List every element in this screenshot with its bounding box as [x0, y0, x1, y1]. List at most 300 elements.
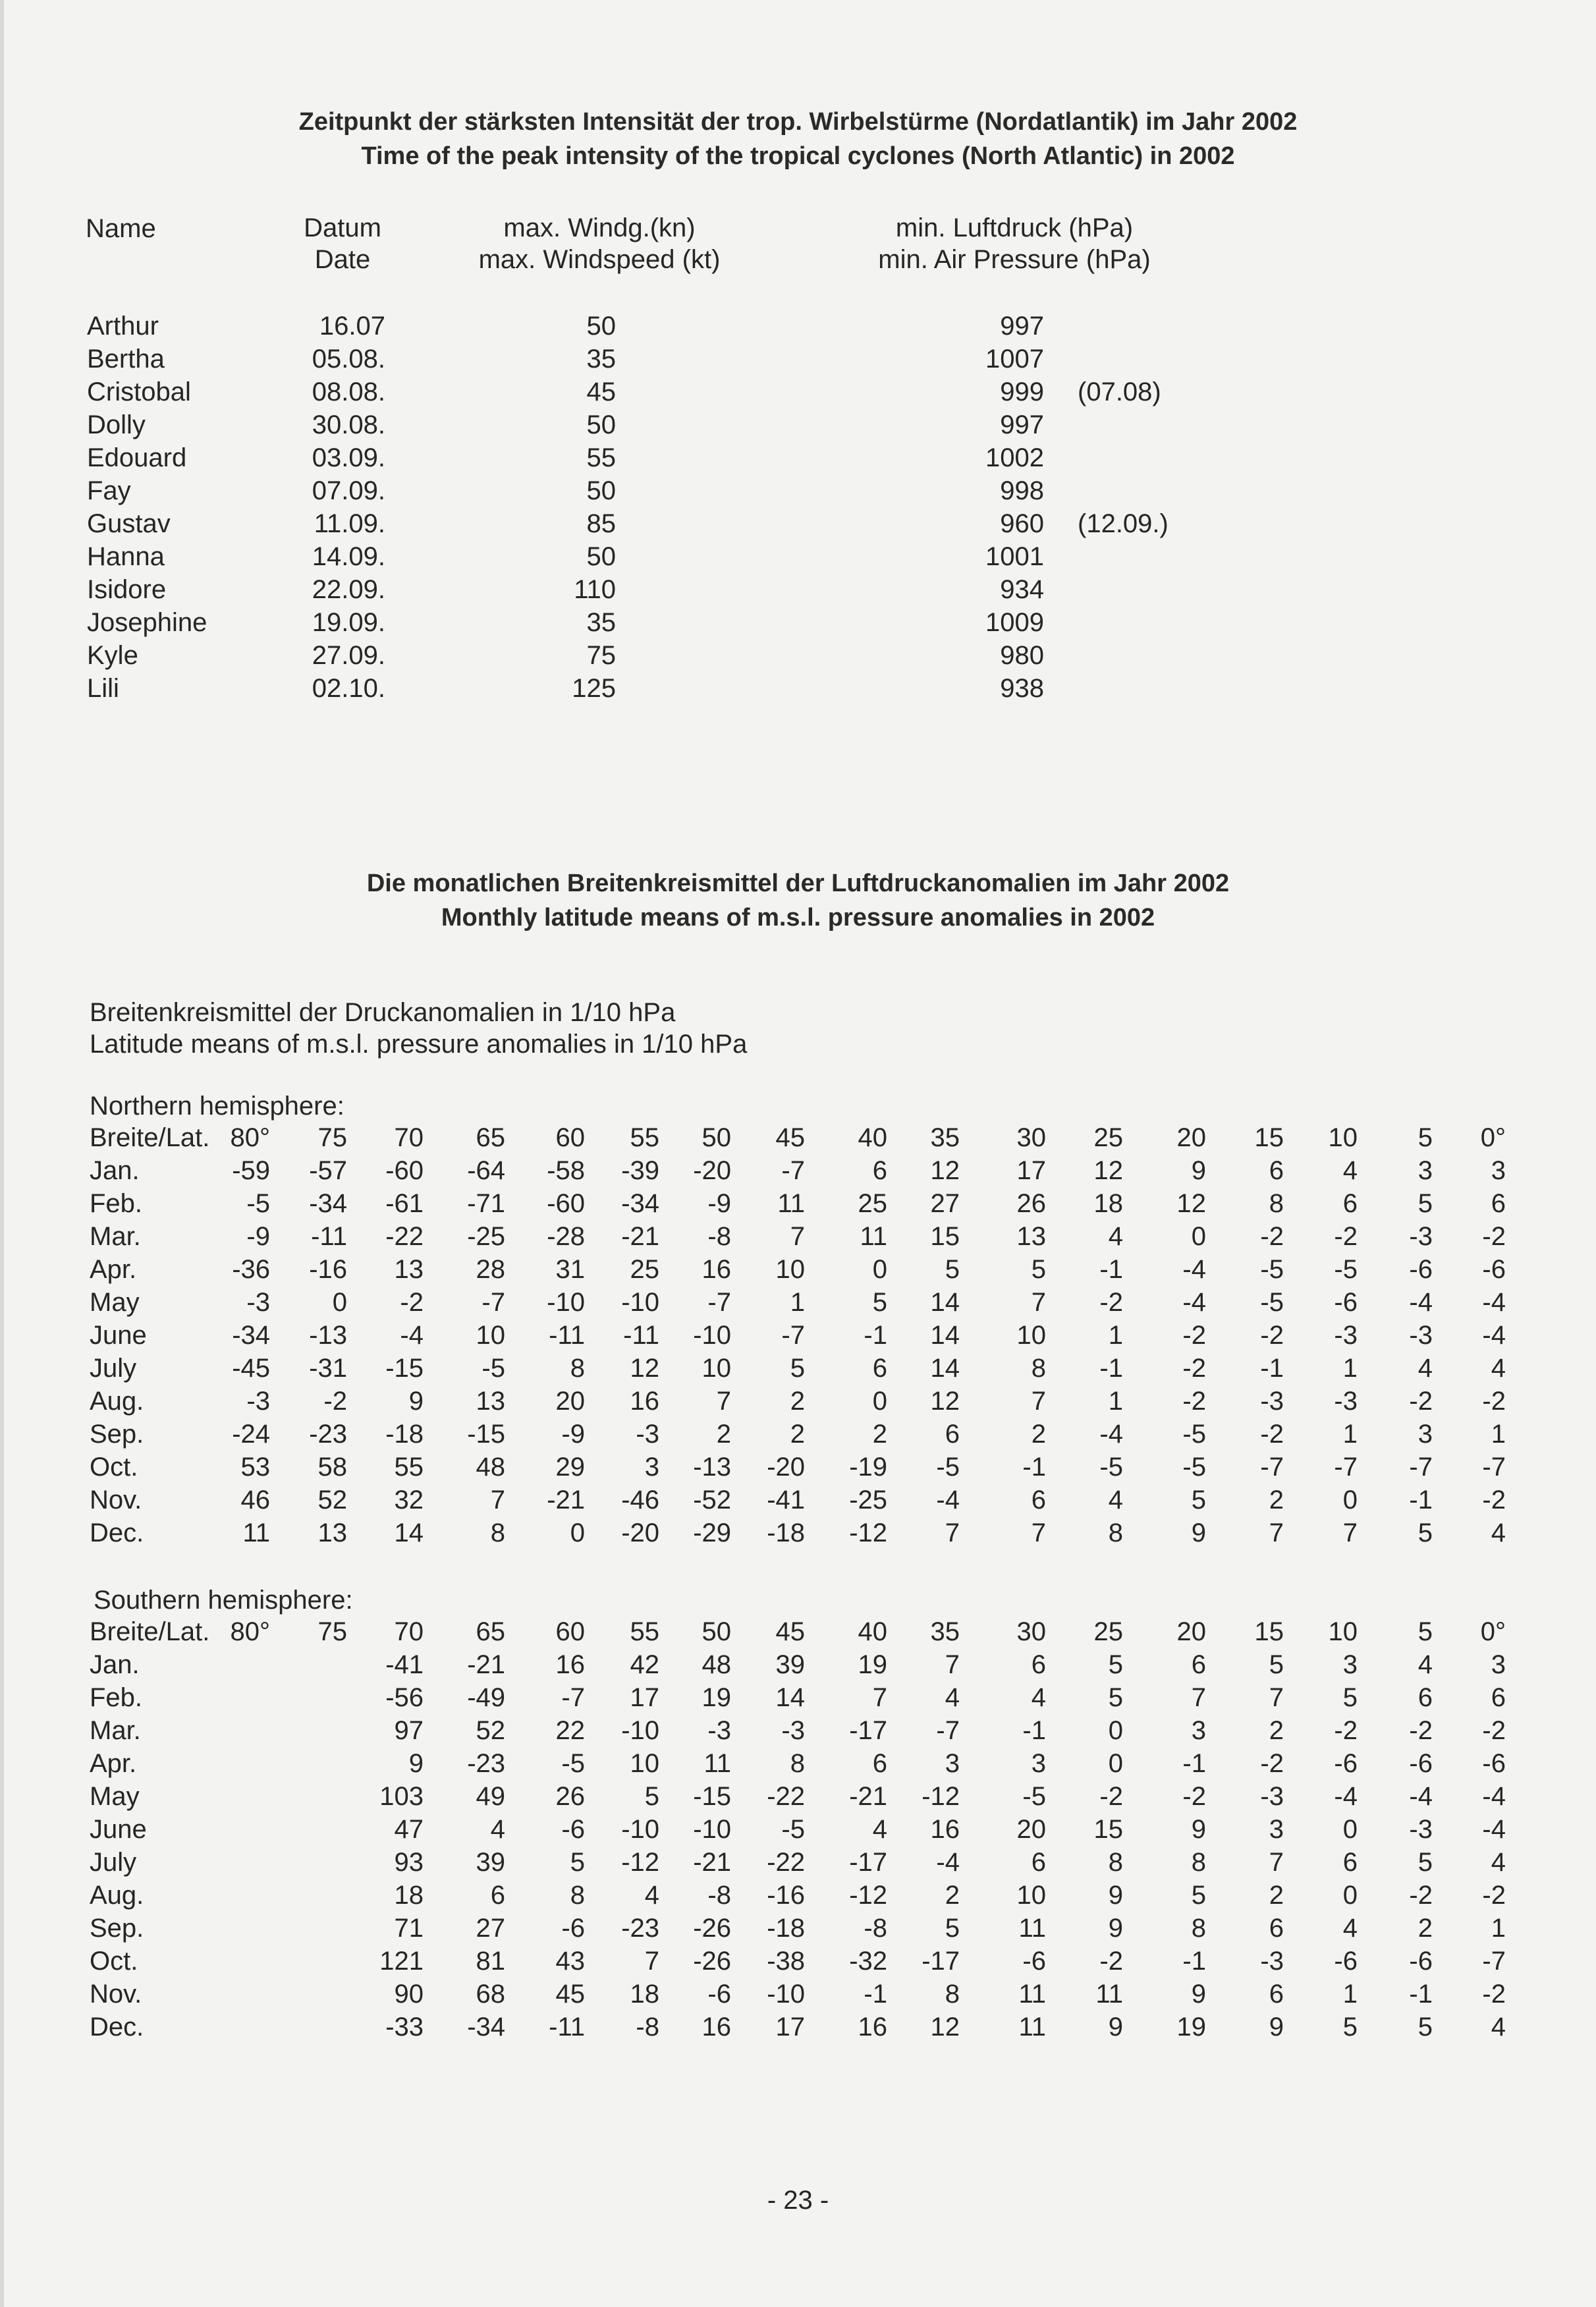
anomaly-value: -3: [707, 1716, 731, 1745]
anomaly-value: 10: [1016, 1321, 1046, 1350]
anomaly-value: 6: [872, 1156, 887, 1185]
anomaly-value: 13: [317, 1518, 347, 1547]
anomaly-value: -5: [1334, 1255, 1358, 1284]
anomaly-value: -2: [323, 1387, 347, 1416]
anomaly-value: -2: [1409, 1387, 1433, 1416]
anomaly-value: 17: [775, 2013, 805, 2042]
anomaly-value: -2: [1334, 1716, 1358, 1745]
anomaly-value: 81: [476, 1947, 505, 1976]
anomaly-value: 0: [872, 1387, 887, 1416]
anomaly-value: 48: [702, 1650, 731, 1679]
month-label: Nov.: [90, 1980, 142, 2009]
header-wind-en: max. Windspeed (kt): [478, 245, 721, 274]
anomaly-value: 0: [1342, 1881, 1358, 1910]
anomaly-value: 9: [408, 1387, 424, 1416]
cyclone-min-pressure: 997: [1000, 410, 1044, 439]
anomaly-value: -46: [621, 1486, 659, 1515]
anomaly-value: -17: [849, 1716, 887, 1745]
anomaly-value: 53: [240, 1453, 270, 1482]
anomaly-value: 42: [630, 1650, 659, 1679]
anomalies-title-de: Die monatlichen Breitenkreismittel der Luftdruckanomalien im Jahr 2002: [366, 870, 1230, 897]
latitude-header: 15: [1254, 1617, 1284, 1646]
anomaly-value: 4: [945, 1683, 960, 1712]
header-pressure-en: min. Air Pressure (hPa): [878, 245, 1151, 274]
anomaly-value: 2: [1269, 1881, 1284, 1910]
anomaly-value: 4: [1108, 1222, 1123, 1251]
anomaly-value: -28: [547, 1222, 585, 1251]
anomaly-value: 2: [1269, 1486, 1284, 1515]
anomaly-value: 6: [1342, 1848, 1358, 1877]
anomaly-value: -3: [1260, 1947, 1284, 1976]
anomaly-value: 1: [1108, 1387, 1123, 1416]
anomaly-value: 1: [1342, 1354, 1358, 1383]
anomaly-value: 8: [1191, 1914, 1206, 1943]
anomaly-value: -58: [547, 1156, 585, 1185]
anomaly-value: -2: [1260, 1420, 1284, 1449]
anomaly-value: -2: [1260, 1321, 1284, 1350]
anomaly-value: -10: [547, 1288, 585, 1317]
anomaly-value: -11: [549, 1321, 585, 1350]
anomaly-value: 3: [1491, 1650, 1506, 1679]
anomaly-value: 9: [1108, 2013, 1123, 2042]
anomaly-value: -3: [1409, 1222, 1433, 1251]
anomaly-value: 8: [1269, 1189, 1284, 1218]
anomaly-value: -4: [1482, 1288, 1506, 1317]
anomaly-value: 1: [1342, 1980, 1358, 2009]
cyclone-max-wind: 75: [586, 641, 616, 670]
anomaly-value: 5: [872, 1288, 887, 1317]
month-label: Oct.: [90, 1947, 138, 1976]
anomaly-value: -60: [385, 1156, 424, 1185]
anomaly-value: 9: [1108, 1914, 1123, 1943]
anomaly-value: 4: [1491, 1354, 1506, 1383]
anomaly-value: -18: [385, 1420, 424, 1449]
cyclone-date: 30.08.: [312, 410, 385, 439]
anomaly-value: -2: [1182, 1387, 1206, 1416]
anomaly-value: 5: [1108, 1650, 1123, 1679]
anomaly-value: -31: [309, 1354, 347, 1383]
anomaly-value: 121: [379, 1947, 424, 1976]
anomaly-value: -17: [922, 1947, 960, 1976]
latitude-header: 75: [317, 1123, 347, 1152]
anomaly-value: 5: [1417, 1189, 1433, 1218]
anomaly-value: 7: [716, 1387, 731, 1416]
cyclone-max-wind: 110: [574, 575, 616, 604]
anomaly-value: -20: [621, 1518, 659, 1547]
anomaly-value: 6: [1417, 1683, 1433, 1712]
anomaly-value: -2: [400, 1288, 424, 1317]
anomaly-value: 10: [702, 1354, 731, 1383]
anomaly-value: 27: [930, 1189, 960, 1218]
latitude-header: 0°: [1480, 1617, 1506, 1646]
anomaly-value: 19: [1176, 2013, 1206, 2042]
cyclone-name: Arthur: [87, 312, 159, 341]
anomaly-value: -33: [385, 2013, 424, 2042]
anomaly-value: -2: [1260, 1749, 1284, 1778]
anomaly-value: -2: [1099, 1288, 1123, 1317]
anomaly-value: 15: [1093, 1815, 1123, 1844]
anomaly-value: -38: [767, 1947, 805, 1976]
latitude-header: 55: [630, 1617, 659, 1646]
anomaly-value: 14: [394, 1518, 424, 1547]
month-label: Sep.: [90, 1914, 144, 1943]
anomaly-value: -2: [1482, 1387, 1506, 1416]
anomaly-value: 5: [1342, 1683, 1358, 1712]
latitude-header: 10: [1328, 1123, 1358, 1152]
anomaly-value: -7: [781, 1321, 805, 1350]
anomaly-value: -18: [767, 1914, 805, 1943]
anomaly-value: 11: [777, 1189, 805, 1218]
anomaly-value: 27: [476, 1914, 505, 1943]
anomaly-value: -4: [1482, 1321, 1506, 1350]
anomaly-value: 6: [1269, 1980, 1284, 2009]
anomaly-value: -3: [781, 1716, 805, 1745]
anomaly-value: 3: [945, 1749, 960, 1778]
anomaly-value: -52: [693, 1486, 731, 1515]
anomaly-value: -59: [232, 1156, 270, 1185]
anomaly-value: -12: [849, 1881, 887, 1910]
anomaly-value: 10: [775, 1255, 805, 1284]
anomaly-value: -8: [636, 2013, 659, 2042]
cyclone-date: 14.09.: [312, 542, 385, 571]
cyclone-min-pressure: 938: [1000, 674, 1044, 703]
anomaly-value: -36: [232, 1255, 270, 1284]
cyclone-max-wind: 50: [586, 542, 616, 571]
anomaly-value: 39: [775, 1650, 805, 1679]
cyclone-max-wind: 85: [586, 509, 616, 538]
latitude-header: 5: [1417, 1123, 1433, 1152]
anomaly-value: -1: [1022, 1453, 1046, 1482]
anomaly-value: 7: [872, 1683, 887, 1712]
anomaly-value: 1: [790, 1288, 805, 1317]
anomaly-value: -22: [767, 1848, 805, 1877]
anomaly-value: -1: [1260, 1354, 1284, 1383]
anomaly-value: -15: [693, 1782, 731, 1811]
anomaly-value: 9: [1191, 1156, 1206, 1185]
anomaly-value: 12: [1176, 1189, 1206, 1218]
anomaly-value: 15: [930, 1222, 960, 1251]
anomaly-value: -4: [1182, 1288, 1206, 1317]
anomaly-value: 8: [1031, 1354, 1046, 1383]
anomaly-value: 14: [930, 1354, 960, 1383]
cyclone-max-wind: 55: [586, 443, 616, 472]
anomaly-value: 5: [1031, 1255, 1046, 1284]
anomaly-value: -12: [849, 1518, 887, 1547]
cyclone-max-wind: 50: [586, 476, 616, 505]
latitude-header: 60: [555, 1123, 585, 1152]
anomaly-value: -4: [400, 1321, 424, 1350]
anomaly-value: -2: [1482, 1486, 1506, 1515]
cyclone-min-pressure: 980: [1000, 641, 1044, 670]
cyclone-date: 27.09.: [312, 641, 385, 670]
latitude-header: 65: [476, 1123, 505, 1152]
anomaly-value: -2: [1099, 1782, 1123, 1811]
anomaly-value: 7: [1269, 1848, 1284, 1877]
anomaly-value: -5: [936, 1453, 960, 1482]
anomaly-value: 4: [1491, 1518, 1506, 1547]
anomaly-value: 5: [1269, 1650, 1284, 1679]
anomaly-value: 7: [1031, 1518, 1046, 1547]
anomaly-value: -5: [1182, 1420, 1206, 1449]
anomaly-value: 4: [490, 1815, 505, 1844]
anomaly-value: -2: [1334, 1222, 1358, 1251]
month-label: Mar.: [90, 1716, 141, 1745]
latitude-header: 35: [930, 1617, 960, 1646]
anomaly-value: -24: [232, 1420, 270, 1449]
anomaly-value: -23: [621, 1914, 659, 1943]
anomaly-value: 10: [630, 1749, 659, 1778]
cyclone-min-pressure: 1001: [985, 542, 1044, 571]
anomaly-value: 0: [1342, 1815, 1358, 1844]
cyclone-min-pressure: 997: [1000, 312, 1044, 341]
anomaly-value: -34: [309, 1189, 347, 1218]
anomaly-value: 16: [630, 1387, 659, 1416]
cyclone-pressure-date: (07.08): [1078, 377, 1161, 406]
anomaly-value: 5: [1417, 2013, 1433, 2042]
anomaly-value: 14: [775, 1683, 805, 1712]
anomaly-value: 55: [394, 1453, 424, 1482]
anomaly-value: -45: [232, 1354, 270, 1383]
anomaly-value: -21: [621, 1222, 659, 1251]
anomaly-value: -3: [1334, 1387, 1358, 1416]
anomaly-value: 11: [860, 1222, 887, 1251]
anomaly-value: 12: [1093, 1156, 1123, 1185]
anomaly-value: 2: [1269, 1716, 1284, 1745]
cyclone-min-pressure: 934: [1000, 575, 1044, 604]
anomaly-value: -7: [1409, 1453, 1433, 1482]
anomaly-value: 11: [1095, 1980, 1123, 2009]
page-edge: [0, 0, 4, 2307]
anomaly-value: 8: [790, 1749, 805, 1778]
anomaly-value: 9: [1191, 1980, 1206, 2009]
anomaly-value: 10: [1016, 1881, 1046, 1910]
anomaly-value: 8: [570, 1881, 585, 1910]
month-label: May: [90, 1288, 140, 1317]
anomaly-value: -21: [693, 1848, 731, 1877]
cyclone-max-wind: 50: [586, 410, 616, 439]
anomaly-value: -6: [1334, 1288, 1358, 1317]
anomaly-value: -5: [561, 1749, 585, 1778]
latitude-header: 70: [394, 1123, 424, 1152]
anomaly-value: -21: [467, 1650, 505, 1679]
anomaly-value: 2: [945, 1881, 960, 1910]
anomaly-value: 52: [476, 1716, 505, 1745]
header-date-en: Date: [314, 245, 371, 274]
anomaly-value: -6: [1334, 1947, 1358, 1976]
anomaly-value: 49: [476, 1782, 505, 1811]
anomaly-value: 12: [630, 1354, 659, 1383]
anomaly-value: 7: [1269, 1683, 1284, 1712]
cyclones-title-en: Time of the peak intensity of the tropical cyclones (North Atlantic) in 2002: [361, 142, 1235, 170]
anomaly-value: 39: [476, 1848, 505, 1877]
anomaly-value: 7: [1269, 1518, 1284, 1547]
cyclone-min-pressure: 1002: [985, 443, 1044, 472]
anomaly-value: 29: [555, 1453, 585, 1482]
anomaly-value: -4: [1482, 1782, 1506, 1811]
anomaly-value: 9: [408, 1749, 424, 1778]
anomaly-value: -11: [549, 2013, 585, 2042]
anomaly-value: 19: [702, 1683, 731, 1712]
anomaly-value: -49: [467, 1683, 505, 1712]
cyclone-name: Edouard: [87, 443, 187, 472]
anomaly-value: 11: [242, 1518, 270, 1547]
month-label: Mar.: [90, 1222, 141, 1251]
cyclone-min-pressure: 1007: [985, 345, 1044, 374]
anomaly-value: -1: [1182, 1749, 1206, 1778]
anomaly-value: -7: [1482, 1947, 1506, 1976]
anomaly-value: 6: [1031, 1650, 1046, 1679]
anomaly-value: 5: [945, 1255, 960, 1284]
anomaly-value: 8: [1108, 1518, 1123, 1547]
month-label: Feb.: [90, 1683, 143, 1712]
anomaly-value: -10: [693, 1321, 731, 1350]
cyclone-name: Hanna: [87, 542, 165, 571]
anomaly-value: -60: [547, 1189, 585, 1218]
anomaly-value: -2: [1260, 1222, 1284, 1251]
anomaly-value: -10: [767, 1980, 805, 2009]
cyclone-date: 02.10.: [312, 674, 385, 703]
anomaly-value: -5: [1099, 1453, 1123, 1482]
anomaly-value: -3: [246, 1387, 270, 1416]
latitude-header: 15: [1254, 1123, 1284, 1152]
month-label: Jan.: [90, 1156, 140, 1185]
anomaly-value: -1: [1182, 1947, 1206, 1976]
anomaly-value: 0: [570, 1518, 585, 1547]
cyclone-name: Lili: [87, 674, 119, 703]
anomaly-value: 14: [930, 1288, 960, 1317]
anomaly-value: 26: [555, 1782, 585, 1811]
anomaly-value: -7: [1482, 1453, 1506, 1482]
anomaly-value: 52: [317, 1486, 347, 1515]
anomaly-value: -3: [1260, 1782, 1284, 1811]
cyclone-name: Josephine: [87, 608, 207, 637]
anomaly-value: 3: [1269, 1815, 1284, 1844]
latitude-header: 40: [858, 1123, 887, 1152]
anomaly-value: -7: [707, 1288, 731, 1317]
anomaly-value: -12: [922, 1782, 960, 1811]
anomaly-value: 3: [644, 1453, 659, 1482]
anomaly-value: 7: [490, 1486, 505, 1515]
anomaly-value: 11: [1018, 1914, 1046, 1943]
anomaly-value: 58: [317, 1453, 347, 1482]
anomaly-value: -2: [1182, 1354, 1206, 1383]
latitude-row-label: Breite/Lat.: [90, 1617, 210, 1646]
latitude-header: 20: [1176, 1617, 1206, 1646]
anomaly-value: -34: [621, 1189, 659, 1218]
month-label: Dec.: [90, 2013, 144, 2042]
anomaly-value: 12: [930, 2013, 960, 2042]
anomaly-value: 8: [1191, 1848, 1206, 1877]
header-pressure-de: min. Luftdruck (hPa): [895, 213, 1134, 242]
anomaly-value: -15: [467, 1420, 505, 1449]
anomaly-value: 1: [1108, 1321, 1123, 1350]
header-name: Name: [86, 214, 156, 243]
anomaly-value: 6: [1191, 1650, 1206, 1679]
anomaly-value: -12: [621, 1848, 659, 1877]
month-label: Nov.: [90, 1486, 142, 1515]
latitude-header: 45: [775, 1617, 805, 1646]
anomaly-value: 71: [394, 1914, 424, 1943]
anomaly-value: 4: [872, 1815, 887, 1844]
anomaly-value: 7: [945, 1518, 960, 1547]
anomaly-value: -13: [309, 1321, 347, 1350]
header-wind-de: max. Windg.(kn): [503, 213, 696, 242]
anomaly-value: 0: [872, 1255, 887, 1284]
southern-hemisphere-label: Southern hemisphere:: [94, 1586, 353, 1615]
anomaly-value: -2: [1182, 1321, 1206, 1350]
anomaly-value: 9: [1191, 1815, 1206, 1844]
cyclone-date: 03.09.: [312, 443, 385, 472]
anomaly-value: -7: [1334, 1453, 1358, 1482]
anomaly-value: 18: [630, 1980, 659, 2009]
anomaly-value: -15: [385, 1354, 424, 1383]
latitude-header: 20: [1176, 1123, 1206, 1152]
cyclone-min-pressure: 1009: [985, 608, 1044, 637]
anomaly-value: 12: [930, 1156, 960, 1185]
anomaly-value: 13: [394, 1255, 424, 1284]
anomaly-value: 5: [644, 1782, 659, 1811]
anomaly-value: 1: [1342, 1420, 1358, 1449]
anomaly-value: 9: [1108, 1881, 1123, 1910]
latitude-header: 35: [930, 1123, 960, 1152]
anomaly-value: 46: [240, 1486, 270, 1515]
anomaly-value: -26: [693, 1914, 731, 1943]
anomaly-value: 5: [790, 1354, 805, 1383]
anomaly-value: 5: [1342, 2013, 1358, 2042]
latitude-header: 65: [476, 1617, 505, 1646]
anomaly-value: -61: [385, 1189, 424, 1218]
anomaly-value: 2: [790, 1420, 805, 1449]
anomaly-value: 7: [1342, 1518, 1358, 1547]
anomaly-value: 9: [1191, 1518, 1206, 1547]
anomaly-value: -3: [636, 1420, 659, 1449]
anomaly-value: 93: [394, 1848, 424, 1877]
month-label: June: [90, 1321, 147, 1350]
anomaly-value: -5: [482, 1354, 505, 1383]
anomaly-value: 7: [1031, 1387, 1046, 1416]
cyclone-date: 08.08.: [312, 377, 385, 406]
anomaly-value: 5: [1417, 1848, 1433, 1877]
anomaly-value: -3: [1409, 1321, 1433, 1350]
anomaly-value: 9: [1269, 2013, 1284, 2042]
anomaly-value: 6: [1269, 1156, 1284, 1185]
anomaly-value: -2: [1482, 1881, 1506, 1910]
cyclone-name: Dolly: [87, 410, 146, 439]
anomaly-value: 8: [570, 1354, 585, 1383]
anomaly-value: 5: [1108, 1683, 1123, 1712]
anomaly-value: -25: [849, 1486, 887, 1515]
anomaly-value: 4: [1491, 2013, 1506, 2042]
month-label: Aug.: [90, 1387, 144, 1416]
month-label: Jan.: [90, 1650, 140, 1679]
anomaly-value: -6: [1022, 1947, 1046, 1976]
anomaly-value: -1: [1409, 1980, 1433, 2009]
anomaly-value: 6: [490, 1881, 505, 1910]
anomaly-value: -11: [623, 1321, 659, 1350]
anomaly-value: -2: [1409, 1881, 1433, 1910]
anomaly-value: 0: [1342, 1486, 1358, 1515]
anomaly-value: 0: [1108, 1749, 1123, 1778]
latitude-header: 80°: [230, 1617, 270, 1646]
anomaly-value: 4: [644, 1881, 659, 1910]
anomaly-value: 68: [476, 1980, 505, 2009]
anomaly-value: 2: [1031, 1420, 1046, 1449]
anomaly-value: -3: [1334, 1321, 1358, 1350]
anomaly-value: 8: [945, 1980, 960, 2009]
anomaly-value: -6: [561, 1815, 585, 1844]
latitude-header: 25: [1093, 1123, 1123, 1152]
latitude-header: 70: [394, 1617, 424, 1646]
